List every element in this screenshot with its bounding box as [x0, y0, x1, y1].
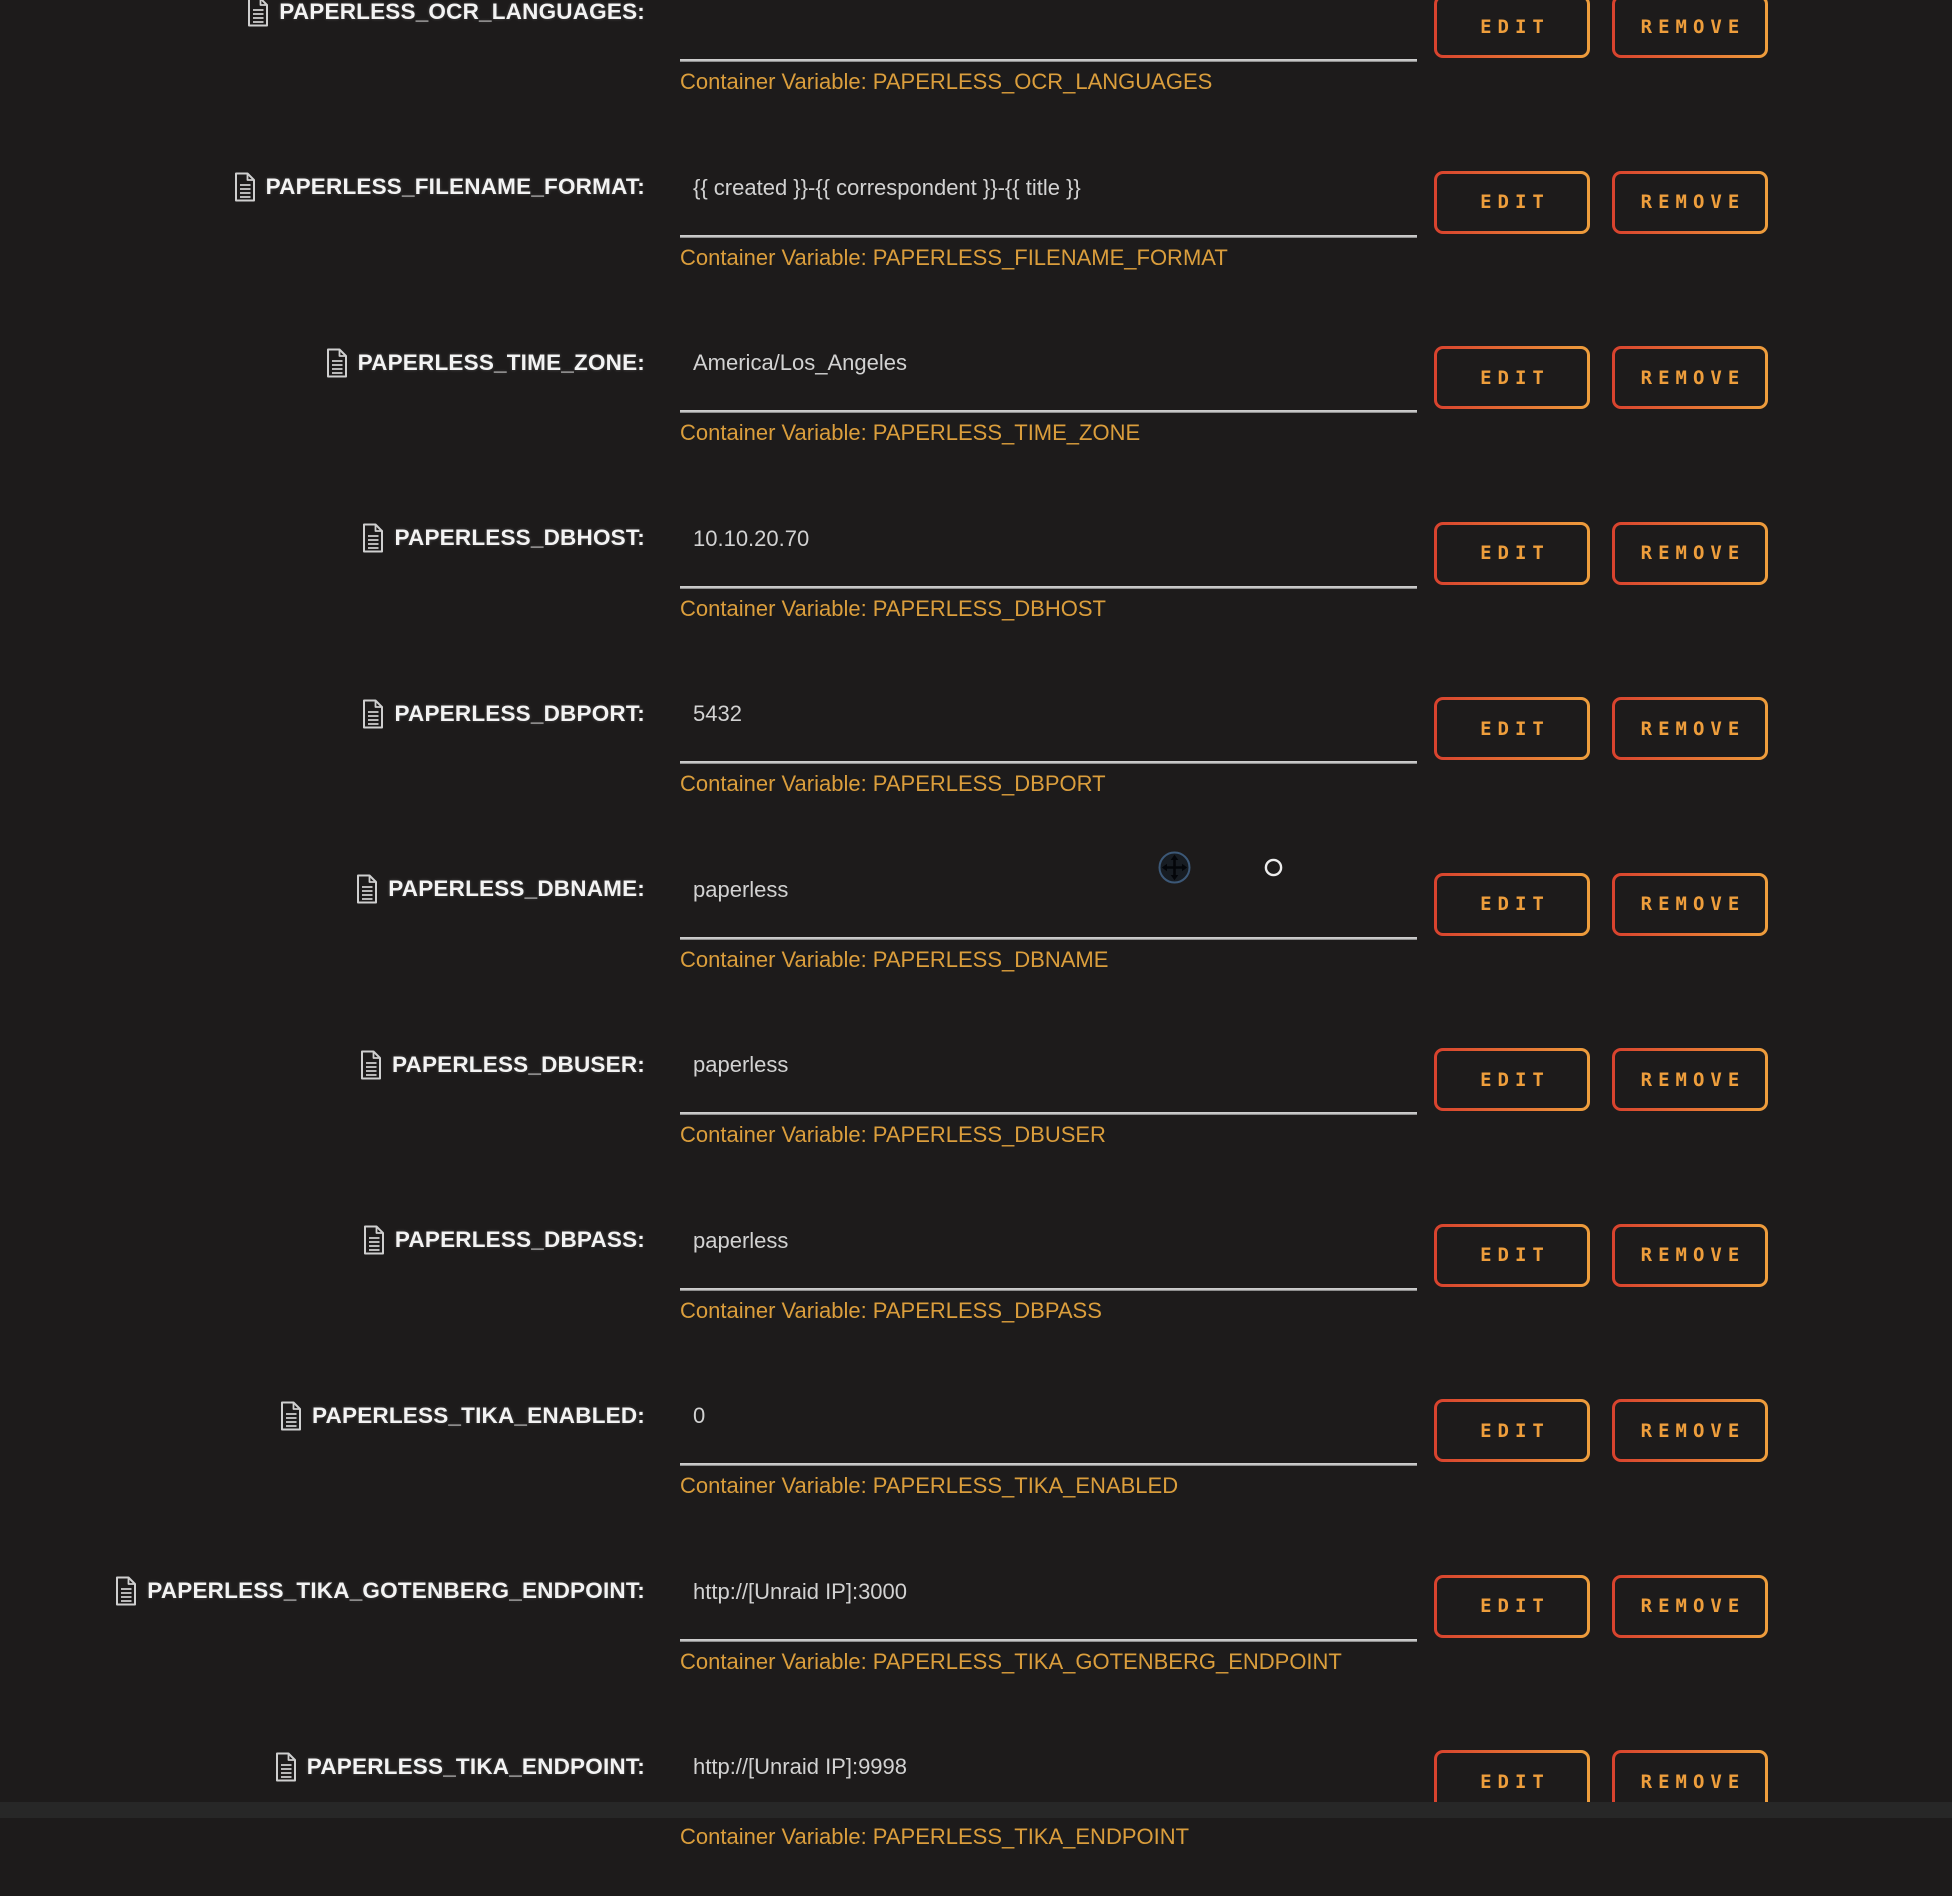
remove-button-label: REMOVE	[1640, 1770, 1746, 1793]
edit-button-face	[1437, 876, 1587, 933]
env-variable-row-main	[0, 1384, 1952, 1447]
edit-button-label: EDIT	[1480, 366, 1550, 389]
variable-value-field[interactable]	[680, 1560, 1417, 1624]
remove-button[interactable]	[1612, 522, 1768, 585]
remove-button-face	[1615, 1051, 1765, 1108]
variable-label-cell	[0, 682, 645, 745]
variable-value: {{ created }}-{{ correspondent }}-{{ title }}	[693, 174, 1081, 200]
variable-label: PAPERLESS_FILENAME_FORMAT:	[265, 174, 645, 199]
circle-cursor-icon	[1264, 858, 1283, 877]
edit-button[interactable]	[1434, 873, 1590, 936]
variable-value-field[interactable]	[680, 331, 1417, 395]
env-variable-row	[0, 843, 1952, 1019]
edit-button-label: EDIT	[1480, 1770, 1550, 1793]
document-icon	[361, 699, 385, 729]
edit-button-label: EDIT	[1480, 15, 1550, 38]
variable-label-cell	[0, 1033, 645, 1096]
variable-label: PAPERLESS_OCR_LANGUAGES:	[279, 0, 645, 24]
env-variable-row	[0, 1018, 1952, 1194]
remove-button[interactable]	[1612, 171, 1768, 234]
remove-button-label: REMOVE	[1640, 1419, 1746, 1442]
field-underline	[680, 586, 1417, 589]
edit-button-face	[1437, 1051, 1587, 1108]
remove-button[interactable]	[1612, 1399, 1768, 1462]
remove-button-face	[1615, 1227, 1765, 1284]
variable-label: PAPERLESS_DBPORT:	[394, 700, 645, 726]
remove-button[interactable]	[1612, 873, 1768, 936]
remove-button-label: REMOVE	[1640, 717, 1746, 740]
edit-button[interactable]	[1434, 1575, 1590, 1638]
env-variable-row-main	[0, 1033, 1952, 1096]
remove-button-label: REMOVE	[1640, 1244, 1746, 1266]
remove-button-label: REMOVE	[1640, 1068, 1746, 1091]
env-variable-row	[0, 316, 1952, 492]
remove-button[interactable]	[1612, 1575, 1768, 1638]
remove-button-face	[1615, 1402, 1765, 1459]
env-variable-row-main	[0, 156, 1952, 219]
env-variable-row	[0, 141, 1952, 317]
field-underline	[680, 761, 1417, 764]
edit-button[interactable]	[1434, 1224, 1590, 1287]
remove-button[interactable]	[1612, 346, 1768, 409]
remove-button-face	[1615, 1578, 1765, 1635]
variable-value: paperless	[693, 1052, 789, 1077]
edit-button[interactable]	[1434, 697, 1590, 760]
env-variable-row	[0, 1369, 1952, 1545]
field-underline	[680, 59, 1417, 62]
remove-button[interactable]	[1612, 1224, 1768, 1287]
variable-value: paperless	[693, 876, 789, 902]
env-variable-row-main	[0, 858, 1952, 921]
container-variable-text: Container Variable: PAPERLESS_TIKA_ENABLED	[680, 1473, 1179, 1498]
remove-button-label: REMOVE	[1640, 15, 1746, 38]
remove-button[interactable]	[1612, 0, 1768, 58]
variable-label: PAPERLESS_TIKA_GOTENBERG_ENDPOINT:	[147, 1578, 645, 1603]
edit-button-label: EDIT	[1480, 1068, 1550, 1091]
edit-button-label: EDIT	[1480, 893, 1550, 915]
env-variable-row	[0, 1194, 1952, 1370]
variable-value-field[interactable]	[680, 1384, 1417, 1448]
remove-button-face	[1615, 174, 1765, 231]
container-variable-text: Container Variable: PAPERLESS_DBHOST	[680, 595, 1106, 621]
variable-value-field[interactable]	[680, 682, 1417, 746]
variable-label-cell	[0, 1384, 645, 1447]
document-icon	[325, 348, 349, 378]
env-variable-row-main	[0, 1209, 1952, 1272]
variable-label-cell	[0, 0, 645, 43]
document-icon	[361, 523, 385, 553]
edit-button-face	[1437, 1402, 1587, 1459]
env-variable-row	[0, 492, 1952, 668]
field-underline	[680, 235, 1417, 238]
variable-value-field[interactable]	[680, 1033, 1417, 1097]
edit-button[interactable]	[1434, 346, 1590, 409]
field-underline	[680, 1463, 1417, 1466]
document-icon	[246, 0, 270, 27]
edit-button-face	[1437, 349, 1587, 406]
variable-label-cell	[0, 1209, 645, 1272]
edit-button[interactable]	[1434, 0, 1590, 58]
move-cursor-icon	[1158, 851, 1191, 884]
env-variable-row	[0, 667, 1952, 843]
variable-value: http://[Unraid IP]:9998	[693, 1754, 908, 1779]
edit-button-face	[1437, 0, 1587, 55]
document-icon	[362, 1225, 386, 1255]
document-icon	[359, 1050, 383, 1080]
field-underline	[680, 1639, 1417, 1642]
remove-button-face	[1615, 0, 1765, 55]
variable-label-cell	[0, 1560, 645, 1623]
remove-button-face	[1615, 700, 1765, 757]
container-variable-text: Container Variable: PAPERLESS_DBNAME	[680, 946, 1109, 972]
variable-label: PAPERLESS_DBUSER:	[391, 1051, 645, 1077]
variable-label: PAPERLESS_TIKA_ENABLED:	[312, 1402, 645, 1428]
variable-value-field[interactable]	[680, 1209, 1417, 1273]
remove-button-label: REMOVE	[1640, 191, 1746, 213]
remove-button-label: REMOVE	[1640, 366, 1746, 389]
variable-value-field[interactable]	[680, 858, 1417, 922]
container-variable-text: Container Variable: PAPERLESS_TIME_ZONE	[680, 420, 1141, 445]
edit-button-label: EDIT	[1480, 191, 1550, 213]
variable-value-field[interactable]	[680, 507, 1417, 571]
document-icon	[355, 874, 379, 904]
remove-button-face	[1615, 525, 1765, 582]
edit-button-face	[1437, 1227, 1587, 1284]
edit-button-face	[1437, 1578, 1587, 1635]
remove-button-label: REMOVE	[1640, 1595, 1746, 1617]
edit-button-label: EDIT	[1480, 1595, 1550, 1617]
env-variable-row-main	[0, 1560, 1952, 1623]
variable-value: paperless	[693, 1227, 789, 1253]
variable-value: 5432	[693, 701, 742, 726]
variable-value-field[interactable]	[680, 1735, 1417, 1799]
edit-button[interactable]	[1434, 171, 1590, 234]
env-variable-row	[0, 0, 1952, 141]
variable-label-cell	[0, 331, 645, 394]
bottom-strip	[0, 1802, 1952, 1818]
container-variable-text: Container Variable: PAPERLESS_DBUSER	[680, 1122, 1106, 1147]
container-variable-text: Container Variable: PAPERLESS_OCR_LANGUAGES	[680, 69, 1213, 94]
variable-label-cell	[0, 156, 645, 219]
variable-label-cell	[0, 507, 645, 570]
edit-button[interactable]	[1434, 1048, 1590, 1111]
env-variable-row-main	[0, 331, 1952, 394]
env-variable-row-main	[0, 507, 1952, 570]
variable-value: America/Los_Angeles	[693, 350, 908, 375]
edit-button-face	[1437, 174, 1587, 231]
variable-value-field[interactable]	[680, 0, 1417, 44]
container-variable-text: Container Variable: PAPERLESS_TIKA_ENDPOINT	[680, 1824, 1190, 1849]
variable-value: 0	[693, 1403, 706, 1428]
edit-button[interactable]	[1434, 522, 1590, 585]
edit-button[interactable]	[1434, 1399, 1590, 1462]
variable-label: PAPERLESS_TIME_ZONE:	[357, 349, 645, 375]
document-icon	[114, 1576, 138, 1606]
env-variable-row	[0, 1545, 1952, 1721]
remove-button-face	[1615, 876, 1765, 933]
field-underline	[680, 1288, 1417, 1291]
variable-label: PAPERLESS_DBNAME:	[388, 876, 645, 901]
env-variable-row-main	[0, 1735, 1952, 1798]
container-variable-text: Container Variable: PAPERLESS_DBPORT	[680, 771, 1106, 796]
env-variable-row-main	[0, 0, 1952, 43]
edit-button-face	[1437, 525, 1587, 582]
variable-label-cell	[0, 858, 645, 921]
variable-label: PAPERLESS_DBPASS:	[394, 1227, 645, 1252]
field-underline	[680, 410, 1417, 413]
edit-button-face	[1437, 700, 1587, 757]
variable-label: PAPERLESS_TIKA_ENDPOINT:	[306, 1753, 645, 1779]
variable-label-cell	[0, 1735, 645, 1798]
remove-button-label: REMOVE	[1640, 893, 1746, 915]
remove-button-face	[1615, 349, 1765, 406]
remove-button-label: REMOVE	[1640, 542, 1746, 564]
variable-value: http://[Unraid IP]:3000	[693, 1578, 908, 1604]
env-variable-row-main	[0, 682, 1952, 745]
document-icon	[279, 1401, 303, 1431]
remove-button[interactable]	[1612, 697, 1768, 760]
container-variable-text: Container Variable: PAPERLESS_TIKA_GOTENBERG_ENDPOINT	[680, 1648, 1342, 1674]
container-variable-text: Container Variable: PAPERLESS_DBPASS	[680, 1297, 1102, 1323]
variable-label: PAPERLESS_DBHOST:	[394, 525, 645, 550]
variable-value-field[interactable]	[680, 156, 1417, 220]
document-icon	[233, 172, 257, 202]
edit-button-label: EDIT	[1480, 717, 1550, 740]
container-variable-text: Container Variable: PAPERLESS_FILENAME_FORMAT	[680, 244, 1228, 270]
edit-button-label: EDIT	[1480, 1419, 1550, 1442]
field-underline	[680, 1112, 1417, 1115]
edit-button-label: EDIT	[1480, 1244, 1550, 1266]
remove-button[interactable]	[1612, 1048, 1768, 1111]
variable-value: 10.10.20.70	[693, 525, 810, 551]
document-icon	[274, 1752, 298, 1782]
edit-button-label: EDIT	[1480, 542, 1550, 564]
field-underline	[680, 937, 1417, 940]
